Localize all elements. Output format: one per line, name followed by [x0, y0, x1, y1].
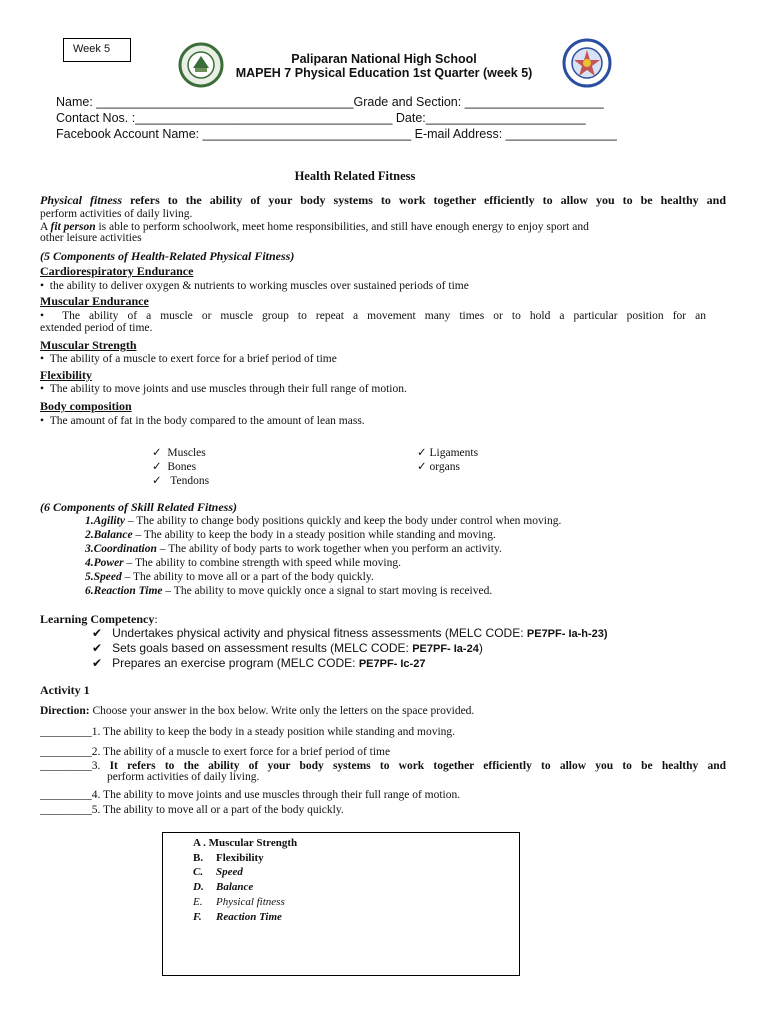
component-desc-text: The amount of fat in the body compared to the amount of lean mass. [49, 415, 365, 427]
learning-heading-colon: : [154, 612, 158, 626]
component-desc [40, 415, 365, 427]
question-text: It refers to the ability of your body systems to work together efficiently to allow you to be healthy and [100, 760, 726, 772]
choice-item [193, 866, 243, 878]
skill-desc: – The ability to combine strength with speed while moving. [123, 557, 401, 569]
question-text: The ability to move all or a part of the body quickly. [100, 804, 344, 816]
checkmark-icon: ✔ [92, 626, 113, 640]
bullet-icon: • [40, 310, 63, 322]
checkmark-icon: ✔ [92, 656, 113, 670]
week-label: Week 5 [63, 38, 131, 62]
skill-desc: – The ability to keep the body in a steady position while standing and moving. [132, 529, 496, 541]
component-name: Cardiorespiratory Endurance [40, 264, 194, 278]
checklist-label: Ligaments [429, 447, 479, 459]
question-text: The ability of a muscle to exert force for a brief period of time [100, 746, 391, 758]
direction-text: Choose your answer in the box below. Write only the letters on the space provided. [89, 705, 475, 717]
skill-desc: – The ability to move all or a part of the body quickly. [121, 571, 374, 583]
checkmark-icon: ✓ [152, 461, 168, 473]
intro-fit-person [40, 221, 726, 244]
learning-text-tail: ) [478, 641, 483, 655]
fit-person-def: is able to perform schoolwork, meet home responsibilities, and still have enough energy to enjoy sport and [95, 221, 589, 233]
component-desc-text: the ability to deliver oxygen & nutrients to working muscles over sustained periods of time [49, 280, 469, 292]
answer-blank[interactable]: _________2. [40, 746, 101, 758]
direction-label: Direction: [40, 705, 90, 717]
skill-term: 6.Reaction Time [85, 585, 163, 597]
subject-subtitle: MAPEH 7 Physical Education 1st Quarter (week 5) [235, 66, 533, 80]
skill-term: 3.Coordination [85, 543, 157, 555]
learning-item [92, 626, 608, 640]
fit-person-def-cont: other leisure activities [40, 232, 142, 244]
physical-fitness-def-cont: perform activities of daily living. [40, 208, 193, 220]
component-name: Flexibility [40, 368, 92, 382]
activity-item[interactable] [40, 789, 460, 801]
skill-item [85, 557, 401, 569]
fit-person-prefix: A [40, 221, 51, 233]
skill-term: 1.Agility [85, 515, 125, 527]
activity-direction [40, 705, 474, 717]
school-name: Paliparan National High School [291, 52, 477, 66]
component-desc-text: The ability to move joints and use muscles through their full range of motion. [49, 383, 407, 395]
activity-item[interactable] [40, 746, 390, 758]
checklist-item [152, 459, 196, 473]
facebook-field[interactable]: Facebook Account Name: ______________________________ E-mail Address: ________________ [56, 127, 617, 141]
checkmark-icon: ✓ [152, 475, 171, 487]
checklist-label: Muscles [167, 447, 206, 459]
learning-text: Undertakes physical activity and physical fitness assessments (MELC CODE: [112, 626, 527, 640]
learning-text: Sets goals based on assessment results (MELC CODE: [112, 641, 413, 655]
learning-text: Prepares an exercise program (MELC CODE: [112, 656, 359, 670]
skill-item [85, 543, 502, 555]
choice-letter: D. [193, 881, 204, 893]
checkmark-icon: ✓ [152, 447, 168, 459]
choice-item [193, 896, 285, 908]
choice-letter: C. [193, 866, 204, 878]
activity-item[interactable] [40, 804, 344, 816]
physical-fitness-def: refers to the ability of your body systems to work together efficiently to allow you to be healthy and [122, 193, 726, 207]
checkmark-icon: ✔ [92, 641, 113, 655]
skill-desc: – The ability of body parts to work together when you perform an activity. [156, 543, 502, 555]
melc-code: PE7PF- Ia-24 [412, 643, 479, 655]
question-text-cont: perform activities of daily living. [107, 771, 260, 783]
bullet-icon: • [40, 415, 50, 427]
checklist-item [417, 445, 478, 459]
component-name: Body composition [40, 399, 132, 413]
choice-letter: B. [193, 852, 204, 864]
contact-field[interactable]: Contact Nos. :_____________________________________ Date:_______________________ [56, 111, 586, 125]
question-text: The ability to move joints and use muscles through their full range of motion. [100, 789, 461, 801]
checklist-item [417, 459, 460, 473]
learning-item [92, 656, 425, 670]
activity-item[interactable] [40, 726, 455, 738]
component-desc [40, 310, 706, 334]
component-desc-text: The ability of a muscle or muscle group to repeat a movement many times or to hold a particular position for an [62, 310, 706, 322]
checklist-item [152, 445, 206, 459]
skill-item [85, 515, 561, 527]
choice-item [193, 852, 264, 864]
choice-label: Speed [216, 866, 243, 878]
page-title: Health Related Fitness [294, 169, 416, 183]
health-components-heading: (5 Components of Health-Related Physical Fitness) [40, 249, 295, 263]
choice-item [193, 837, 297, 849]
choice-item [193, 911, 282, 923]
choice-item [193, 881, 253, 893]
component-desc [40, 353, 337, 365]
name-field[interactable]: Name: _____________________________________Grade and Section: ____________________ [56, 95, 604, 109]
checklist-item [152, 473, 209, 487]
choice-letter: A . [193, 837, 206, 849]
bullet-icon: • [40, 280, 50, 292]
skill-components-heading: (6 Components of Skill Related Fitness) [40, 500, 238, 514]
answer-blank[interactable]: _________3. [40, 760, 101, 772]
component-name: Muscular Strength [40, 338, 137, 352]
activity-title: Activity 1 [40, 683, 90, 697]
skill-term: 4.Power [85, 557, 124, 569]
answer-blank[interactable]: _________4. [40, 789, 101, 801]
question-text: The ability to keep the body in a steady position while standing and moving. [100, 726, 456, 738]
learning-heading-text: Learning Competency [40, 612, 155, 626]
answer-blank[interactable]: _________1. [40, 726, 101, 738]
checkmark-icon: ✓ [417, 447, 430, 459]
choice-letter: E. [193, 896, 203, 908]
choice-label: Muscular Strength [208, 837, 298, 849]
answer-blank[interactable]: _________5. [40, 804, 101, 816]
choice-letter: F. [193, 911, 202, 923]
physical-fitness-term: Physical fitness [40, 193, 122, 207]
intro-physical-fitness [40, 193, 726, 220]
component-name: Muscular Endurance [40, 294, 149, 308]
activity-item[interactable] [40, 760, 726, 783]
component-desc-cont: extended period of time. [40, 322, 153, 334]
skill-term: 5.Speed [85, 571, 122, 583]
fit-person-term: fit person [50, 221, 96, 233]
skill-desc: – The ability to change body positions quickly and keep the body under control when moving. [124, 515, 562, 527]
bullet-icon: • [40, 383, 50, 395]
skill-desc: – The ability to move quickly once a signal to start moving is received. [162, 585, 493, 597]
checklist-label: organs [429, 461, 460, 473]
melc-code: PE7PF- Ic-27 [358, 658, 426, 670]
checklist-label: Tendons [170, 475, 210, 487]
learning-item [92, 641, 483, 655]
skill-item [85, 529, 496, 541]
component-desc [40, 383, 407, 395]
choice-label: Physical fitness [216, 896, 285, 908]
component-desc [40, 280, 469, 292]
skill-term: 2.Balance [85, 529, 133, 541]
checkmark-icon: ✓ [417, 461, 430, 473]
component-desc-text: The ability of a muscle to exert force for a brief period of time [49, 353, 337, 365]
learning-competency-heading [40, 612, 158, 627]
choice-label: Flexibility [216, 852, 264, 864]
choice-label: Reaction Time [216, 911, 282, 923]
bullet-icon: • [40, 353, 50, 365]
skill-item [85, 571, 374, 583]
choice-label: Balance [216, 881, 254, 893]
melc-code: PE7PF- Ia-h-23) [526, 628, 608, 640]
checklist-label: Bones [167, 461, 197, 473]
skill-item [85, 585, 492, 597]
